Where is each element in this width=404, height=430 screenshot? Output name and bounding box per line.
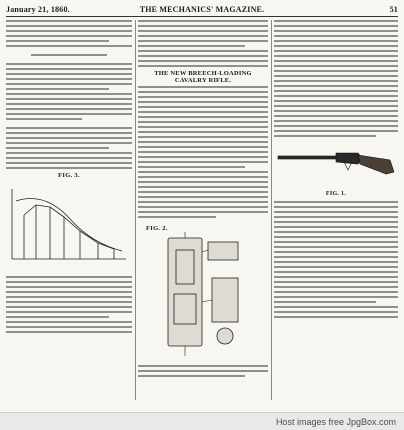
- fig3-diagram: [6, 181, 132, 267]
- fig3-label: FIG. 3.: [58, 172, 80, 179]
- watermark-text: Host images free JpgBox.com: [275, 416, 396, 427]
- issue-date: January 21, 1860.: [6, 5, 70, 14]
- watermark-bar: [0, 412, 404, 430]
- left-column: [6, 20, 132, 400]
- page-number: 51: [389, 5, 398, 14]
- fig2-diagram: [138, 232, 268, 360]
- magazine-title: THE MECHANICS' MAGAZINE.: [139, 5, 265, 14]
- fig2-label: FIG. 2.: [146, 225, 168, 232]
- column-divider: [135, 20, 136, 400]
- fig1-rifle-drawing: [274, 140, 398, 186]
- page-header: [6, 3, 398, 17]
- fig1-label: FIG. 1.: [325, 191, 347, 197]
- header-rule: [6, 16, 398, 17]
- middle-column: [138, 20, 268, 400]
- column-divider: [271, 20, 272, 400]
- right-column: [274, 20, 398, 400]
- section-heading: THE NEW BREECH-LOADING CAVALRY RIFLE.: [154, 70, 252, 84]
